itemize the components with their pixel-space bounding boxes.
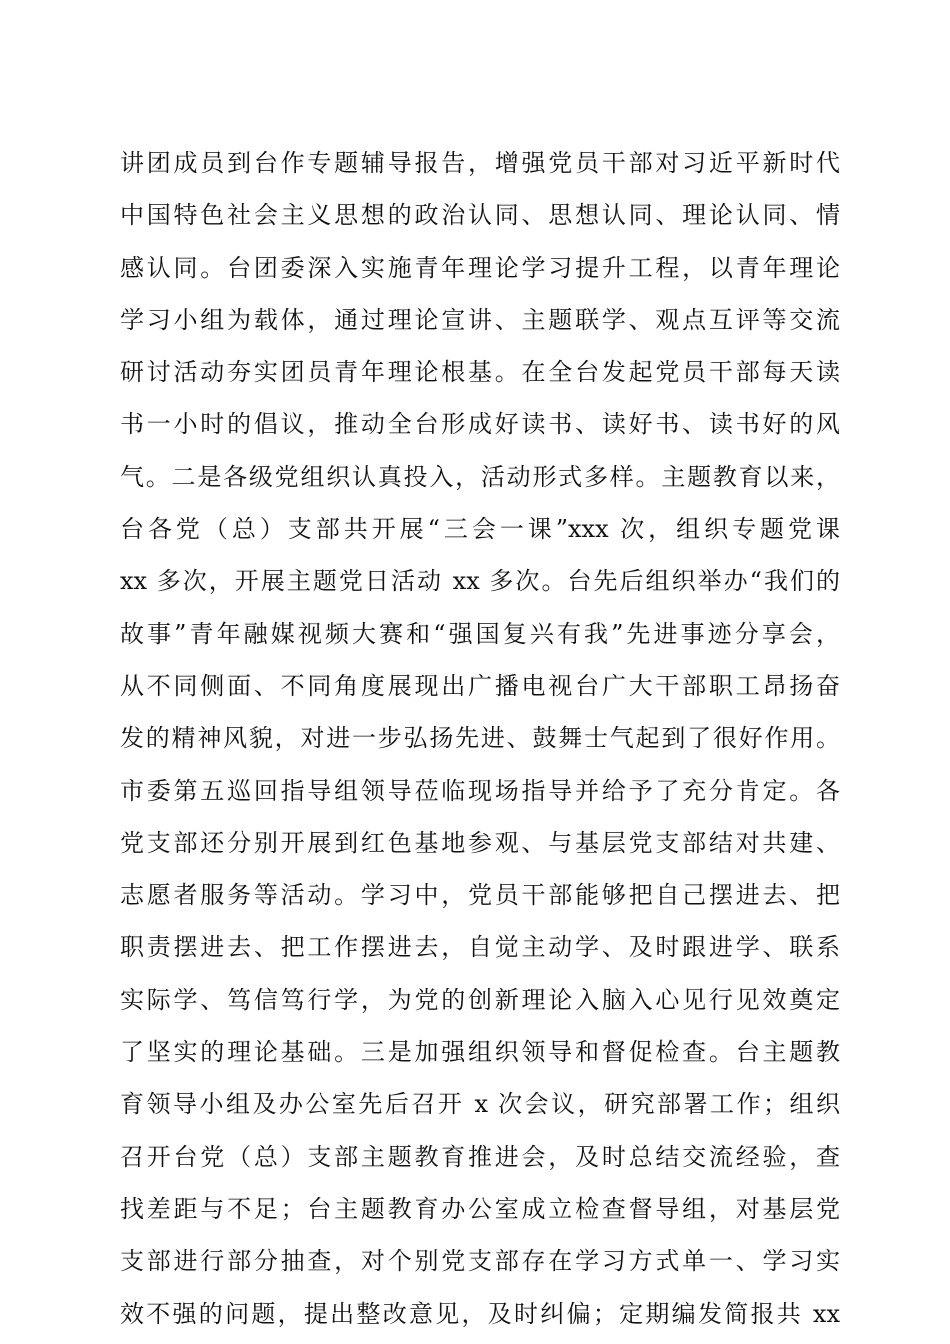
text-line-2: 中国特色社会主义思想的政治认同、思想认同、理论认同、情: [120, 201, 840, 230]
text-line-8: 台各党（总）支部共开展“三会一课”xxx 次，组织专题党课: [120, 515, 840, 544]
text-line-7: 气。二是各级党组织认真投入，活动形式多样。主题教育以来，: [120, 462, 840, 491]
text-line-1: 讲团成员到台作专题辅导报告，增强党员干部对习近平新时代: [120, 149, 840, 177]
text-line-13: 市委第五巡回指导组领导莅临现场指导并给予了充分肯定。各: [120, 776, 840, 805]
text-line-19: 育领导小组及办公室先后召开 x 次会议，研究部署工作；组织: [120, 1090, 840, 1119]
text-line-22: 支部进行部分抽查，对个别党支部存在学习方式单一、学习实: [120, 1247, 840, 1276]
text-line-20: 召开台党（总）支部主题教育推进会，及时总结交流经验，查: [120, 1142, 840, 1171]
text-line-23: 效不强的问题，提出整改意见，及时纠偏；定期编发简报共 xx: [120, 1299, 840, 1328]
text-line-17: 实际学、笃信笃行学，为党的创新理论入脑入心见行见效奠定: [120, 985, 840, 1014]
body-paragraph: [120, 137, 840, 1340]
text-line-15: 志愿者服务等活动。学习中，党员干部能够把自己摆进去、把: [120, 881, 840, 910]
text-line-18: 了坚实的理论基础。三是加强组织领导和督促检查。台主题教: [120, 1038, 840, 1067]
text-line-14: 党支部还分别开展到红色基地参观、与基层党支部结对共建、: [120, 828, 840, 857]
text-line-4: 学习小组为载体，通过理论宣讲、主题联学、观点互评等交流: [120, 305, 840, 334]
text-line-11: 从不同侧面、不同角度展现出广播电视台广大干部职工昂扬奋: [120, 671, 840, 700]
text-line-12: 发的精神风貌，对进一步弘扬先进、鼓舞士气起到了很好作用。: [120, 724, 840, 753]
text-line-16: 职责摆进去、把工作摆进去，自觉主动学、及时跟进学、联系: [120, 933, 840, 962]
text-line-5: 研讨活动夯实团员青年理论根基。在全台发起党员干部每天读: [120, 358, 840, 387]
text-line-9: xx 多次，开展主题党日活动 xx 多次。台先后组织举办“我们的: [120, 567, 840, 596]
text-line-3: 感认同。台团委深入实施青年理论学习提升工程，以青年理论: [120, 253, 840, 282]
text-line-21: 找差距与不足；台主题教育办公室成立检查督导组，对基层党: [120, 1194, 840, 1223]
text-line-10: 故事”青年融媒视频大赛和“强国复兴有我”先进事迹分享会，: [120, 619, 840, 648]
text-line-6: 书一小时的倡议，推动全台形成好读书、读好书、读书好的风: [120, 410, 840, 439]
